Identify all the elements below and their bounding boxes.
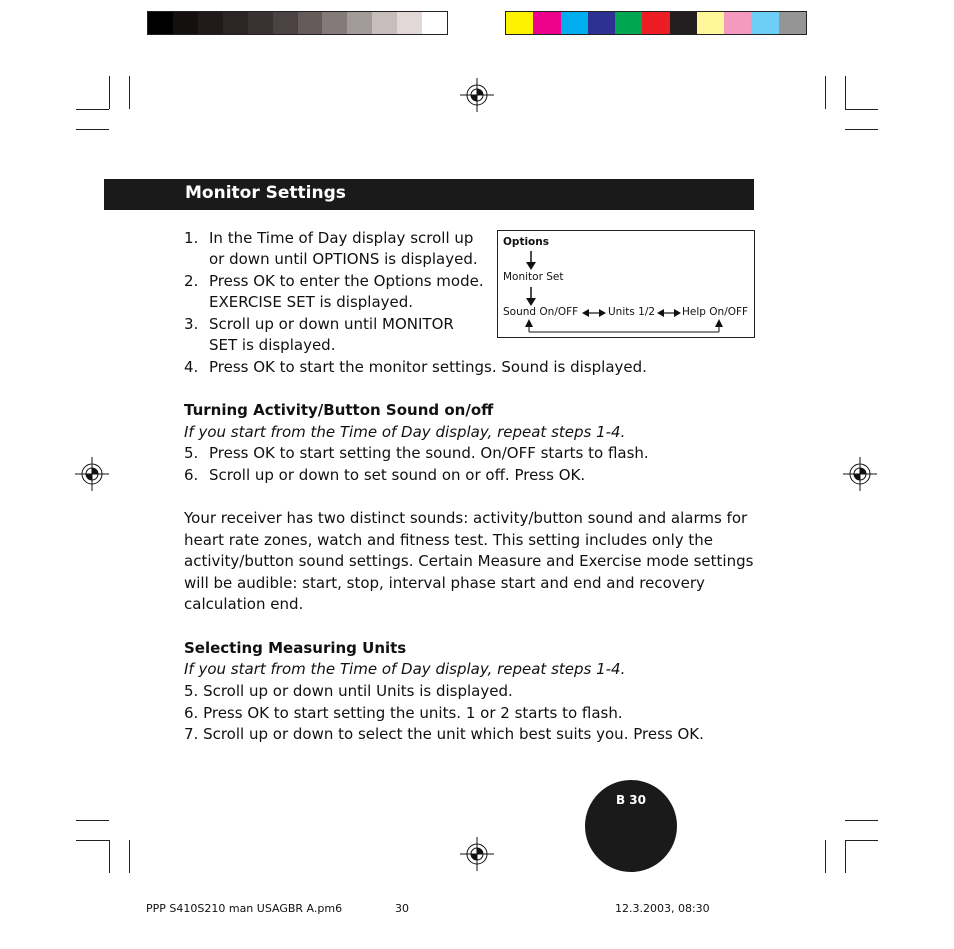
color-swatch [198, 12, 223, 34]
options-menu-diagram [497, 230, 755, 338]
footer-page: 30 [395, 902, 409, 915]
diagram-units-label: Units 1/2 [608, 306, 656, 318]
step-text: or down until OPTIONS is displayed. [209, 250, 478, 268]
sound-note: If you start from the Time of Day display, repeat steps 1-4. [184, 423, 626, 441]
crop-mark [825, 76, 826, 109]
color-swatch [298, 12, 323, 34]
paragraph-line: will be audible: start, stop, interval phase start and end and recovery [184, 574, 705, 592]
color-swatch [347, 12, 372, 34]
crop-mark [109, 840, 110, 873]
step-number: 1. [184, 229, 199, 247]
color-swatch [422, 12, 447, 34]
section-heading-bar [104, 179, 754, 210]
step-number: 3. [184, 315, 199, 333]
crop-mark [76, 820, 109, 821]
subheading-units: Selecting Measuring Units [184, 639, 407, 657]
step-text: Press OK to enter the Options mode. [209, 272, 484, 290]
crop-mark [109, 76, 110, 109]
footer-date: 12.3.2003, 08:30 [615, 902, 710, 915]
step-number: 5. [184, 444, 199, 462]
color-swatch [615, 12, 642, 34]
crop-mark [845, 840, 846, 873]
arrow-down-icon [525, 251, 537, 271]
step-text: SET is displayed. [209, 336, 336, 354]
registration-mark-icon [460, 837, 494, 871]
page-title: Monitor Settings [185, 183, 346, 203]
diagram-options-label: Options [503, 236, 549, 248]
step-number: 6. [184, 466, 199, 484]
color-swatch [697, 12, 724, 34]
step-text: EXERCISE SET is displayed. [209, 293, 414, 311]
color-calibration-bar [505, 11, 807, 35]
color-swatch [751, 12, 778, 34]
step-text: 6. Press OK to start setting the units. 1 or 2 starts to flash. [184, 704, 623, 722]
color-swatch [506, 12, 533, 34]
crop-mark [76, 840, 109, 841]
double-arrow-icon [657, 308, 681, 318]
color-swatch [248, 12, 273, 34]
paragraph-line: heart rate zones, watch and fitness test. This setting includes only the [184, 531, 714, 549]
double-arrow-icon [582, 308, 606, 318]
diagram-monitor-set-label: Monitor Set [503, 271, 564, 283]
step-text: Scroll up or down until MONITOR [209, 315, 454, 333]
step-text: Press OK to start the monitor settings. Sound is displayed. [209, 358, 647, 376]
arrow-down-icon [525, 287, 537, 307]
page-number-label: B 30 [615, 793, 647, 807]
units-note: If you start from the Time of Day display, repeat steps 1-4. [184, 660, 626, 678]
step-text: In the Time of Day display scroll up [209, 229, 474, 247]
color-swatch [533, 12, 560, 34]
page-number-badge [585, 780, 677, 872]
crop-mark [76, 129, 109, 130]
paragraph-line: Your receiver has two distinct sounds: activity/button sound and alarms for [184, 509, 748, 527]
color-swatch [588, 12, 615, 34]
color-swatch [724, 12, 751, 34]
step-text: Press OK to start setting the sound. On/OFF starts to flash. [209, 444, 649, 462]
registration-mark-icon [460, 78, 494, 112]
diagram-help-label: Help On/OFF [682, 306, 749, 318]
crop-mark [129, 76, 130, 109]
color-swatch [273, 12, 298, 34]
color-swatch [670, 12, 697, 34]
crop-mark [845, 76, 846, 109]
crop-mark [845, 129, 878, 130]
registration-mark-icon [75, 457, 109, 491]
registration-mark-icon [843, 457, 877, 491]
color-swatch [223, 12, 248, 34]
color-swatch [148, 12, 173, 34]
loop-back-arrow-icon [524, 319, 724, 333]
color-swatch [372, 12, 397, 34]
diagram-sound-label: Sound On/OFF [503, 306, 579, 318]
paragraph-line: activity/button sound settings. Certain Measure and Exercise mode settings [184, 552, 754, 570]
crop-mark [76, 109, 109, 110]
color-swatch [561, 12, 588, 34]
subheading-sound: Turning Activity/Button Sound on/off [184, 401, 494, 419]
step-number: 2. [184, 272, 199, 290]
color-swatch [173, 12, 198, 34]
paragraph-line: calculation end. [184, 595, 304, 613]
footer-filename: PPP S410S210 man USAGBR A.pm6 [146, 902, 343, 915]
color-swatch [779, 12, 806, 34]
crop-mark [845, 820, 878, 821]
step-text: Scroll up or down to set sound on or off. Press OK. [209, 466, 586, 484]
step-number: 4. [184, 358, 199, 376]
crop-mark [845, 109, 878, 110]
step-text: 5. Scroll up or down until Units is displayed. [184, 682, 513, 700]
step-text: 7. Scroll up or down to select the unit which best suits you. Press OK. [184, 725, 704, 743]
color-swatch [642, 12, 669, 34]
crop-mark [845, 840, 878, 841]
color-swatch [322, 12, 347, 34]
grayscale-calibration-bar [147, 11, 448, 35]
crop-mark [825, 840, 826, 873]
crop-mark [129, 840, 130, 873]
color-swatch [397, 12, 422, 34]
